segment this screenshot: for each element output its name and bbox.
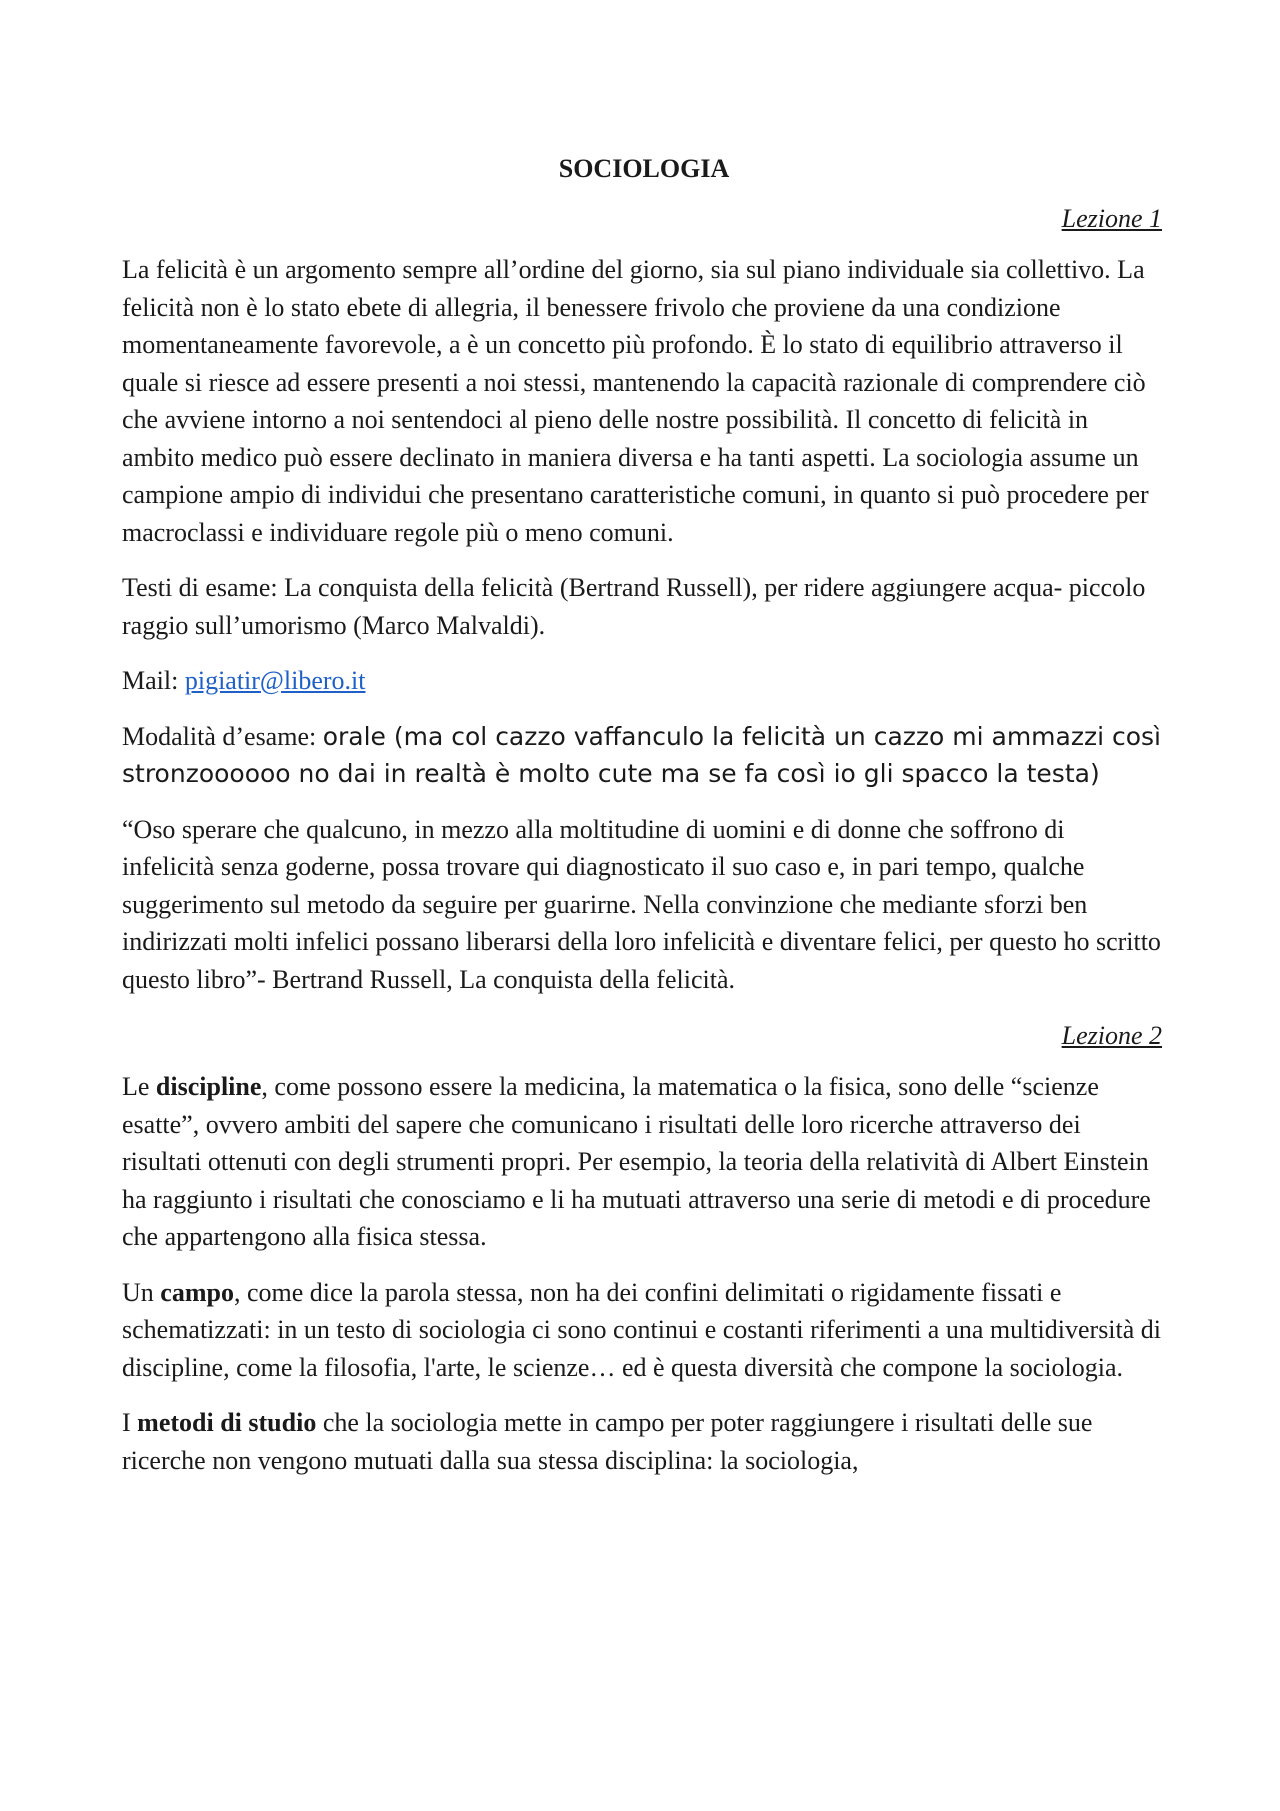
campo-text: , come dice la parola stessa, non ha dei confini delimitati o rigidamente fissati e schematizzati: in un testo di sociologia ci sono continui e costanti riferimenti a una multidiversità di discipline, come la filosofia, l'arte, le scienze… ed è questa diversità che compone la sociologia.	[122, 1277, 1162, 1382]
mail-label: Mail:	[122, 666, 185, 695]
lesson-1-heading: Lezione 1	[1061, 204, 1162, 233]
document-title: SOCIOLOGIA	[558, 154, 730, 183]
discipline-paragraph	[122, 1068, 1162, 1256]
metodi-text: che la sociologia mette in campo per poter raggiungere i risultati delle sue ricerche non vengono mutuati dalla sua stessa disciplina: la sociologia,	[122, 1408, 1093, 1475]
exam-texts-paragraph: Testi di esame: La conquista della felicità (Bertrand Russell), per ridere aggiungere acqua- piccolo raggio sull’umorismo (Marco Malvaldi).	[122, 573, 1146, 640]
russell-quote: “Oso sperare che qualcuno, in mezzo alla moltitudine di uomini e di donne che soffrono di infelicità senza goderne, possa trovare qui diagnosticato il suo caso e, in pari tempo, qualche suggerimento sul metodo da seguire per guarirne. Nella convinzione che mediante sforzi ben indirizzati molti infelici possano liberarsi della loro infelicità e diventare felici, per questo ho scritto questo libro”- Bertrand Russell, La conquista della felicità.	[122, 814, 1161, 994]
lesson-2-heading: Lezione 2	[1061, 1021, 1162, 1050]
metodi-term: metodi di studio	[137, 1408, 317, 1437]
campo-paragraph	[122, 1274, 1162, 1387]
email-link[interactable]: pigiatir@libero.it	[184, 666, 366, 695]
discipline-text: , come possono essere la medicina, la matematica o la fisica, sono delle “scienze esatte”, ovvero ambiti del sapere che comunicano i risultati delle loro ricerche attraverso dei risultati ottenuti con degli strumenti propri. Per esempio, la teoria della relatività di Albert Einstein ha raggiunto i risultati che conosciamo e li ha mutuati attraverso una serie di metodi e di procedure che appartengono alla fisica stessa.	[122, 1072, 1151, 1251]
discipline-lead: Le	[122, 1072, 156, 1101]
metodi-paragraph	[122, 1404, 1162, 1479]
exam-mode-label: Modalità d’esame:	[122, 721, 323, 751]
exam-mode-paragraph	[122, 718, 1162, 793]
metodi-lead: I	[122, 1408, 138, 1437]
campo-lead: Un	[122, 1277, 161, 1307]
exam-mode-text: orale (ma col cazzo vaffanculo la felicità un cazzo mi ammazzi così stronzoooooo no dai in realtà è molto cute ma se fa così io gli spacco la testa)	[122, 721, 1161, 788]
lesson-1-paragraph-felicita: La felicità è un argomento sempre all’ordine del giorno, sia sul piano individuale sia collettivo. La felicità non è lo stato ebete di allegria, il benessere frivolo che proviene da una condizione momentaneamente favorevole, a è un concetto più profondo. È lo stato di equilibrio attraverso il quale si riesce ad essere presenti a noi stessi, mantenendo la capacità razionale di comprendere ciò che avviene intorno a noi sentendoci al pieno delle nostre possibilità. Il concetto di felicità in ambito medico può essere declinato in maniera diversa e ha tanti aspetti. La sociologia assume un campione ampio di individui che presentano caratteristiche comuni, in quanto si può procedere per macroclassi e individuare regole più o meno comuni.	[122, 255, 1149, 547]
mail-paragraph	[122, 662, 1162, 700]
campo-term: campo	[160, 1277, 234, 1307]
discipline-term: discipline	[155, 1072, 262, 1101]
